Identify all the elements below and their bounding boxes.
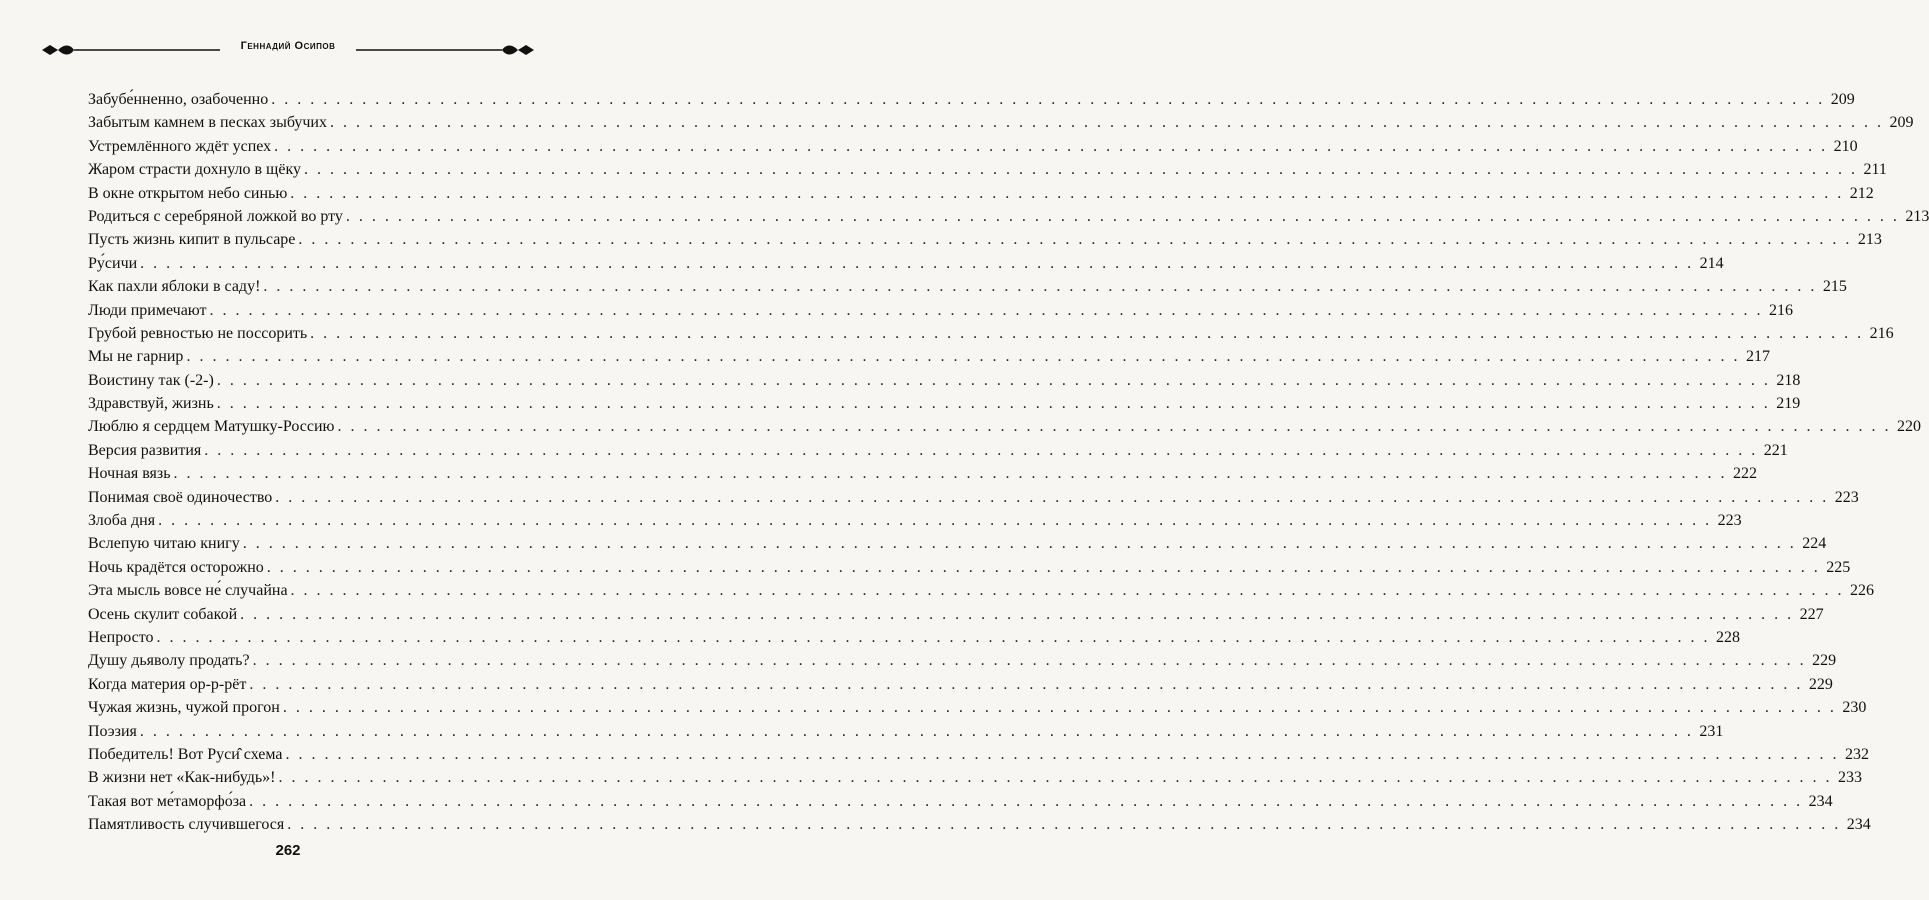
- toc-leader-dots: . . . . . . . . . . . . . . . . . . . . . . . . . . . . . . . . . . . . . . . . . . . . . . . . . . . . . . . . . . . . . . . . . . . . . . . . . . . . . . . . . . . . . . . . . . . . . . . . . . . . . . . . . . . . . . . . . . . . . . . .: [337, 418, 1891, 436]
- toc-entry-title: Устремлённого ждёт успех: [88, 137, 272, 155]
- toc-entry: [88, 439, 1788, 462]
- toc-entry: [88, 88, 1855, 111]
- toc-entry-title: Воистину так (-2-): [88, 371, 214, 389]
- toc-leader-dots: . . . . . . . . . . . . . . . . . . . . . . . . . . . . . . . . . . . . . . . . . . . . . . . . . . . . . . . . . . . . . . . . . . . . . . . . . . . . . . . . . . . . . . . . . . . . . . . . . . . . . . . . . . . . . . . . . . . . . . . .: [274, 137, 1828, 155]
- toc-entry-title: Как пахли яблоки в саду!: [88, 278, 261, 296]
- toc-entry-page: 219: [1776, 395, 1801, 413]
- toc-leader-dots: . . . . . . . . . . . . . . . . . . . . . . . . . . . . . . . . . . . . . . . . . . . . . . . . . . . . . . . . . . . . . . . . . . . . . . . . . . . . . . . . . . . . . . . . . . . . . . . . . . . . . . . . . . . . . . . . . . . . . . . .: [271, 91, 1825, 108]
- toc-leader-dots: . . . . . . . . . . . . . . . . . . . . . . . . . . . . . . . . . . . . . . . . . . . . . . . . . . . . . . . . . . . . . . . . . . . . . . . . . . . . . . . . . . . . . . . . . . . . . . . . . . . . . . . . . . . . . . . . . . . . . . . .: [249, 675, 1803, 693]
- toc-entry: [88, 509, 1742, 532]
- toc-entry-title: Победитель! Вот Руси̂ схема: [88, 745, 283, 763]
- toc-entry-page: 216: [1769, 301, 1794, 319]
- toc-leader-dots: . . . . . . . . . . . . . . . . . . . . . . . . . . . . . . . . . . . . . . . . . . . . . . . . . . . . . . . . . . . . . . . . . . . . . . . . . . . . . . . . . . . . . . . . . . . . . . . . . . . . . . . . . . . . . . . . . . . . . . . .: [216, 371, 1771, 389]
- toc-entry-page: 213: [1905, 207, 1929, 225]
- author-name: Геннадий Осипов: [240, 40, 336, 52]
- toc-entry: [88, 813, 1871, 836]
- toc-entry-page: 230: [1842, 699, 1867, 717]
- toc-entry: [88, 345, 1770, 368]
- toc-entry-page: 234: [1808, 792, 1833, 810]
- toc-leader-dots: . . . . . . . . . . . . . . . . . . . . . . . . . . . . . . . . . . . . . . . . . . . . . . . . . . . . . . . . . . . . . . . . . . . . . . . . . . . . . . . . . . . . . . . . . . . . . . . . . . . . . . . . . . . . . . . . . . . . . . . .: [158, 512, 1712, 530]
- toc-entry-page: 212: [1849, 184, 1874, 202]
- toc-entry: [88, 673, 1833, 696]
- toc-entry-title: Душу дьяволу продать?: [88, 652, 250, 670]
- toc-entry-title: Такая вот ме́таморфо́за: [88, 792, 247, 810]
- toc-entry-page: 209: [1889, 114, 1914, 132]
- toc-entry-page: 222: [1733, 465, 1758, 483]
- toc-leader-dots: . . . . . . . . . . . . . . . . . . . . . . . . . . . . . . . . . . . . . . . . . . . . . . . . . . . . . . . . . . . . . . . . . . . . . . . . . . . . . . . . . . . . . . . . . . . . . . . . . . . . . . . . . . . . . . . . . . . . . . . .: [139, 722, 1694, 740]
- toc-entry-title: Жаром страсти дохнуло в щёку: [88, 161, 302, 179]
- toc-entry: [88, 158, 1887, 181]
- toc-leader-dots: . . . . . . . . . . . . . . . . . . . . . . . . . . . . . . . . . . . . . . . . . . . . . . . . . . . . . . . . . . . . . . . . . . . . . . . . . . . . . . . . . . . . . . . . . . . . . . . . . . . . . . . . . . . . . . . . . . . . . . . .: [249, 792, 1803, 810]
- toc-entry-title: Вслепую читаю книгу: [88, 535, 240, 553]
- toc-entry: [88, 275, 1847, 298]
- toc-leader-dots: . . . . . . . . . . . . . . . . . . . . . . . . . . . . . . . . . . . . . . . . . . . . . . . . . . . . . . . . . . . . . . . . . . . . . . . . . . . . . . . . . . . . . . . . . . . . . . . . . . . . . . . . . . . . . . . . . . . . . . . .: [278, 769, 1832, 787]
- toc-entry-title: Здравствуй, жизнь: [88, 395, 214, 413]
- toc-leader-dots: . . . . . . . . . . . . . . . . . . . . . . . . . . . . . . . . . . . . . . . . . . . . . . . . . . . . . . . . . . . . . . . . . . . . . . . . . . . . . . . . . . . . . . . . . . . . . . . . . . . . . . . . . . . . . . . . . . . . . . . .: [156, 628, 1710, 646]
- toc-entry-title: Родиться с серебряной ложкой во рту: [88, 207, 343, 225]
- toc-entry-title: Ру́сичи: [88, 254, 138, 272]
- toc-leader-dots: . . . . . . . . . . . . . . . . . . . . . . . . . . . . . . . . . . . . . . . . . . . . . . . . . . . . . . . . . . . . . . . . . . . . . . . . . . . . . . . . . . . . . . . . . . . . . . . . . . . . . . . . . . . . . . . . . . . . . . . .: [252, 652, 1807, 670]
- toc-entry-page: 209: [1830, 91, 1855, 108]
- toc-entry-title: Осень скулит собакой: [88, 605, 238, 623]
- toc-leader-dots: . . . . . . . . . . . . . . . . . . . . . . . . . . . . . . . . . . . . . . . . . . . . . . . . . . . . . . . . . . . . . . . . . . . . . . . . . . . . . . . . . . . . . . . . . . . . . . . . . . . . . . . . . . . . . . . . . . . . . . . .: [216, 395, 1771, 413]
- toc-leader-dots: . . . . . . . . . . . . . . . . . . . . . . . . . . . . . . . . . . . . . . . . . . . . . . . . . . . . . . . . . . . . . . . . . . . . . . . . . . . . . . . . . . . . . . . . . . . . . . . . . . . . . . . . . . . . . . . . . . . . . . . .: [329, 114, 1884, 132]
- toc-entry-page: 229: [1808, 675, 1833, 693]
- toc-leader-dots: . . . . . . . . . . . . . . . . . . . . . . . . . . . . . . . . . . . . . . . . . . . . . . . . . . . . . . . . . . . . . . . . . . . . . . . . . . . . . . . . . . . . . . . . . . . . . . . . . . . . . . . . . . . . . . . . . . . . . . . .: [304, 161, 1858, 179]
- toc-entry: [88, 205, 1929, 228]
- toc-entry-title: Непросто: [88, 628, 154, 646]
- toc-entry-page: 226: [1850, 582, 1875, 600]
- toc-entry: [88, 111, 1914, 134]
- toc-entry-title: Поэзия: [88, 722, 137, 740]
- toc-entry-page: 218: [1776, 371, 1801, 389]
- toc-entry-title: Ночная вязь: [88, 465, 171, 483]
- toc-leader-dots: . . . . . . . . . . . . . . . . . . . . . . . . . . . . . . . . . . . . . . . . . . . . . . . . . . . . . . . . . . . . . . . . . . . . . . . . . . . . . . . . . . . . . . . . . . . . . . . . . . . . . . . . . . . . . . . . . . . . . . . .: [173, 465, 1728, 483]
- toc-entry-page: 214: [1699, 254, 1724, 272]
- toc-entry: [88, 486, 1859, 509]
- toc-entry-page: 221: [1763, 441, 1788, 459]
- toc-leader-dots: . . . . . . . . . . . . . . . . . . . . . . . . . . . . . . . . . . . . . . . . . . . . . . . . . . . . . . . . . . . . . . . . . . . . . . . . . . . . . . . . . . . . . . . . . . . . . . . . . . . . . . . . . . . . . . . . . . . . . . . .: [287, 816, 1841, 834]
- toc-entry-page: 220: [1896, 418, 1921, 436]
- toc-entry-page: 229: [1812, 652, 1837, 670]
- toc-entry-title: Грубой ревностью не поссорить: [88, 324, 308, 342]
- toc-entry: [88, 720, 1724, 743]
- toc-entry: [88, 603, 1824, 626]
- toc-entry: [88, 369, 1801, 392]
- toc-entry-page: 210: [1833, 137, 1858, 155]
- table-of-contents: [88, 88, 1929, 837]
- toc-entry: [88, 392, 1801, 415]
- toc-entry-title: Люди примечают: [88, 301, 207, 319]
- toc-leader-dots: . . . . . . . . . . . . . . . . . . . . . . . . . . . . . . . . . . . . . . . . . . . . . . . . . . . . . . . . . . . . . . . . . . . . . . . . . . . . . . . . . . . . . . . . . . . . . . . . . . . . . . . . . . . . . . . . . . . . . . . .: [290, 184, 1844, 202]
- toc-entry: [88, 299, 1794, 322]
- toc-entry-page: 211: [1863, 161, 1887, 179]
- toc-entry-page: 225: [1826, 558, 1851, 576]
- page-number: 262: [275, 842, 301, 859]
- toc-entry-title: В окне открытом небо синью: [88, 184, 288, 202]
- toc-entry: [88, 766, 1862, 789]
- toc-leader-dots: . . . . . . . . . . . . . . . . . . . . . . . . . . . . . . . . . . . . . . . . . . . . . . . . . . . . . . . . . . . . . . . . . . . . . . . . . . . . . . . . . . . . . . . . . . . . . . . . . . . . . . . . . . . . . . . . . . . . . . . .: [242, 535, 1797, 553]
- toc-entry-title: Забытым камнем в песках зыбучих: [88, 114, 327, 132]
- toc-leader-dots: . . . . . . . . . . . . . . . . . . . . . . . . . . . . . . . . . . . . . . . . . . . . . . . . . . . . . . . . . . . . . . . . . . . . . . . . . . . . . . . . . . . . . . . . . . . . . . . . . . . . . . . . . . . . . . . . . . . . . . . .: [266, 558, 1821, 576]
- toc-entry: [88, 579, 1875, 602]
- toc-entry-title: Люблю я сердцем Матушку-Россию: [88, 418, 335, 436]
- toc-entry: [88, 532, 1827, 555]
- toc-entry-title: Эта мысль вовсе не́ случайна: [88, 582, 288, 600]
- toc-leader-dots: . . . . . . . . . . . . . . . . . . . . . . . . . . . . . . . . . . . . . . . . . . . . . . . . . . . . . . . . . . . . . . . . . . . . . . . . . . . . . . . . . . . . . . . . . . . . . . . . . . . . . . . . . . . . . . . . . . . . . . . .: [275, 488, 1829, 506]
- toc-entry-title: Забубе́нненно, озабоченно: [88, 91, 269, 108]
- toc-leader-dots: . . . . . . . . . . . . . . . . . . . . . . . . . . . . . . . . . . . . . . . . . . . . . . . . . . . . . . . . . . . . . . . . . . . . . . . . . . . . . . . . . . . . . . . . . . . . . . . . . . . . . . . . . . . . . . . . . . . . . . . .: [310, 324, 1864, 342]
- toc-entry-page: 231: [1699, 722, 1724, 740]
- toc-entry: [88, 790, 1833, 813]
- toc-leader-dots: . . . . . . . . . . . . . . . . . . . . . . . . . . . . . . . . . . . . . . . . . . . . . . . . . . . . . . . . . . . . . . . . . . . . . . . . . . . . . . . . . . . . . . . . . . . . . . . . . . . . . . . . . . . . . . . . . . . . . . . .: [282, 699, 1837, 717]
- toc-entry-page: 213: [1857, 231, 1882, 249]
- toc-entry-page: 232: [1845, 745, 1870, 763]
- toc-entry: [88, 182, 1874, 205]
- toc-entry: [88, 322, 1894, 345]
- running-header: [40, 38, 536, 62]
- toc-entry-page: 234: [1846, 816, 1871, 834]
- toc-entry: [88, 743, 1870, 766]
- toc-entry-title: Версия развития: [88, 441, 202, 459]
- toc-leader-dots: . . . . . . . . . . . . . . . . . . . . . . . . . . . . . . . . . . . . . . . . . . . . . . . . . . . . . . . . . . . . . . . . . . . . . . . . . . . . . . . . . . . . . . . . . . . . . . . . . . . . . . . . . . . . . . . . . . . . . . . .: [285, 745, 1840, 763]
- toc-leader-dots: . . . . . . . . . . . . . . . . . . . . . . . . . . . . . . . . . . . . . . . . . . . . . . . . . . . . . . . . . . . . . . . . . . . . . . . . . . . . . . . . . . . . . . . . . . . . . . . . . . . . . . . . . . . . . . . . . . . . . . . .: [345, 207, 1900, 225]
- toc-entry: [88, 252, 1724, 275]
- toc-entry-title: Памятливость случившегося: [88, 816, 285, 834]
- toc-entry-title: Понимая своё одиночество: [88, 488, 273, 506]
- toc-leader-dots: . . . . . . . . . . . . . . . . . . . . . . . . . . . . . . . . . . . . . . . . . . . . . . . . . . . . . . . . . . . . . . . . . . . . . . . . . . . . . . . . . . . . . . . . . . . . . . . . . . . . . . . . . . . . . . . . . . . . . . . .: [263, 278, 1817, 296]
- toc-leader-dots: . . . . . . . . . . . . . . . . . . . . . . . . . . . . . . . . . . . . . . . . . . . . . . . . . . . . . . . . . . . . . . . . . . . . . . . . . . . . . . . . . . . . . . . . . . . . . . . . . . . . . . . . . . . . . . . . . . . . . . . .: [209, 301, 1764, 319]
- toc-leader-dots: . . . . . . . . . . . . . . . . . . . . . . . . . . . . . . . . . . . . . . . . . . . . . . . . . . . . . . . . . . . . . . . . . . . . . . . . . . . . . . . . . . . . . . . . . . . . . . . . . . . . . . . . . . . . . . . . . . . . . . . .: [204, 441, 1758, 459]
- toc-entry-page: 223: [1717, 512, 1742, 530]
- toc-entry-title: Чужая жизнь, чужой прогон: [88, 699, 280, 717]
- toc-entry-page: 217: [1745, 348, 1770, 366]
- toc-leader-dots: . . . . . . . . . . . . . . . . . . . . . . . . . . . . . . . . . . . . . . . . . . . . . . . . . . . . . . . . . . . . . . . . . . . . . . . . . . . . . . . . . . . . . . . . . . . . . . . . . . . . . . . . . . . . . . . . . . . . . . . .: [290, 582, 1845, 600]
- toc-entry-page: 227: [1799, 605, 1824, 623]
- toc-entry-title: Пусть жизнь кипит в пульсаре: [88, 231, 296, 249]
- toc-leader-dots: . . . . . . . . . . . . . . . . . . . . . . . . . . . . . . . . . . . . . . . . . . . . . . . . . . . . . . . . . . . . . . . . . . . . . . . . . . . . . . . . . . . . . . . . . . . . . . . . . . . . . . . . . . . . . . . . . . . . . . . .: [186, 348, 1740, 366]
- toc-entry: [88, 462, 1758, 485]
- toc-entry-page: 223: [1834, 488, 1859, 506]
- toc-entry-title: В жизни нет «Как-нибудь»!: [88, 769, 276, 787]
- toc-entry: [88, 649, 1837, 672]
- toc-entry: [88, 135, 1858, 158]
- toc-entry-title: Ночь крадётся осторожно: [88, 558, 264, 576]
- toc-entry-title: Мы не гарнир: [88, 348, 184, 366]
- toc-leader-dots: . . . . . . . . . . . . . . . . . . . . . . . . . . . . . . . . . . . . . . . . . . . . . . . . . . . . . . . . . . . . . . . . . . . . . . . . . . . . . . . . . . . . . . . . . . . . . . . . . . . . . . . . . . . . . . . . . . . . . . . .: [140, 254, 1694, 272]
- toc-entry-page: 228: [1716, 628, 1740, 646]
- toc-entry-title: Злоба дня: [88, 512, 156, 530]
- toc-entry: [88, 626, 1740, 649]
- toc-entry: [88, 415, 1921, 438]
- toc-leader-dots: . . . . . . . . . . . . . . . . . . . . . . . . . . . . . . . . . . . . . . . . . . . . . . . . . . . . . . . . . . . . . . . . . . . . . . . . . . . . . . . . . . . . . . . . . . . . . . . . . . . . . . . . . . . . . . . . . . . . . . . .: [240, 605, 1794, 623]
- toc-entry-page: 233: [1837, 769, 1862, 787]
- toc-entry: [88, 228, 1882, 251]
- toc-entry: [88, 696, 1867, 719]
- toc-entry-page: 216: [1869, 324, 1894, 342]
- toc-entry: [88, 556, 1851, 579]
- toc-entry-page: 224: [1802, 535, 1827, 553]
- toc-entry-title: Когда материя ор-р-рёт: [88, 675, 247, 693]
- toc-entry-page: 215: [1822, 278, 1847, 296]
- toc-leader-dots: . . . . . . . . . . . . . . . . . . . . . . . . . . . . . . . . . . . . . . . . . . . . . . . . . . . . . . . . . . . . . . . . . . . . . . . . . . . . . . . . . . . . . . . . . . . . . . . . . . . . . . . . . . . . . . . . . . . . . . . .: [298, 231, 1852, 249]
